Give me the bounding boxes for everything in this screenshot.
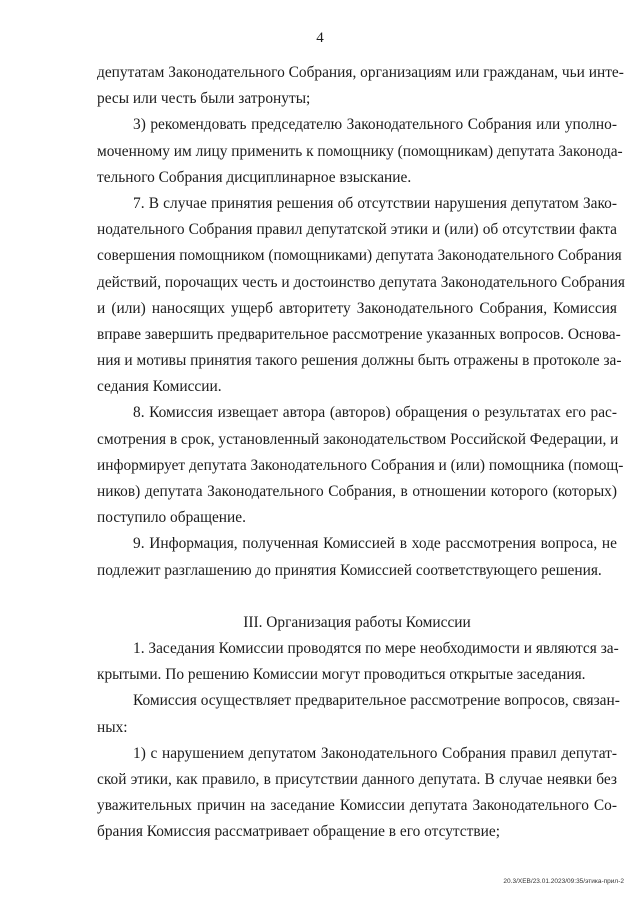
text-line: 8. Комиссия извещает автора (авторов) обращения о результатах его рас- bbox=[133, 404, 617, 422]
text-line: 9. Информация, полученная Комиссией в ходе рассмотрения вопроса, не bbox=[133, 535, 617, 553]
text-line: брания Комиссия рассматривает обращение в его отсутствие; bbox=[97, 823, 500, 841]
text-line: совершения помощником (помощниками) депутата Законодательного Собрания bbox=[97, 247, 622, 265]
text-line: 7. В случае принятия решения об отсутствии нарушения депутатом Зако- bbox=[133, 194, 617, 212]
text-line: ресы или честь были затронуты; bbox=[97, 90, 311, 108]
page-number: 4 bbox=[316, 30, 324, 46]
text-line: и (или) наносящих ущерб авторитету Законодательного Собрания, Комиссия bbox=[97, 299, 617, 317]
text-line: тельного Собрания дисциплинарное взыскание. bbox=[97, 168, 412, 186]
text-line: моченному им лицу применить к помощнику (помощникам) депутата Законода- bbox=[97, 142, 623, 160]
section-spacer bbox=[97, 584, 617, 610]
footer-code: 20.3/ХЕВ/23.01.2023/09:35/этика-прил-2 bbox=[503, 878, 624, 885]
text-line: ния и мотивы принятия такого решения должны быть отражены в протоколе за- bbox=[97, 352, 622, 370]
text-line: ской этики, как правило, в присутствии данного депутата. В случае неявки без bbox=[97, 770, 617, 788]
text-line: депутатам Законодательного Собрания, организациям или гражданам, чьи инте- bbox=[97, 64, 624, 81]
text-line: Комиссия осуществляет предварительное рассмотрение вопросов, связан- bbox=[133, 692, 620, 710]
text-line: 1. Заседания Комиссии проводятся по мере необходимости и являются за- bbox=[133, 639, 619, 657]
text-line: нодательного Собрания правил депутатской этики и (или) об отсутствии факта bbox=[97, 221, 617, 239]
text-line: ных: bbox=[97, 718, 128, 736]
text-line: 1) с нарушением депутатом Законодательного Собрания правил депутат- bbox=[133, 744, 617, 762]
text-line: уважительных причин на заседание Комиссии депутата Законодательного Со- bbox=[97, 797, 617, 815]
text-line: действий, порочащих честь и достоинство депутата Законодательного Собрания bbox=[97, 273, 625, 291]
document-body bbox=[97, 60, 625, 845]
text-line: седания Комиссии. bbox=[97, 378, 222, 396]
text-line: смотрения в срок, установленный законодательством Российской Федерации, и bbox=[97, 430, 619, 448]
text-line: поступило обращение. bbox=[97, 509, 246, 527]
text-line: вправе завершить предварительное рассмотрение указанных вопросов. Основа- bbox=[97, 325, 621, 343]
text-line: ников) депутата Законодательного Собрания, в отношении которого (которых) bbox=[97, 483, 617, 500]
text-line: крытыми. По решению Комиссии могут проводиться открытые заседания. bbox=[97, 666, 586, 684]
text-line: информирует депутата Законодательного Собрания и (или) помощника (помощ- bbox=[97, 456, 624, 474]
text-line: 3) рекомендовать председателю Законодательного Собрания или уполно- bbox=[133, 116, 617, 134]
text-line: подлежит разглашению до принятия Комиссией соответствующего решения. bbox=[97, 561, 602, 579]
section-heading: III. Организация работы Комиссии bbox=[243, 613, 471, 631]
